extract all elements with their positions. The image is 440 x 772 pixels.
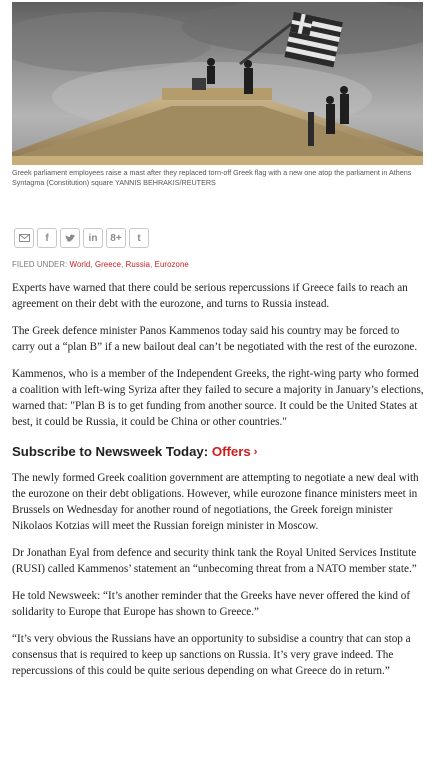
article-paragraph: “It’s very obvious the Russians have an opportunity to subsidise a country that can stop a consensus that is required to keep up sanctions on Russia. It’s very grave indeed. The repercussions of this could be quite serious depending on what Greece do in return.” bbox=[12, 633, 411, 677]
article-paragraph: The newly formed Greek coalition government are attempting to negotiate a new deal with the eurozone on their debt obligations. However, while eurozone finance ministers meet in Brussels on Wednesday for another round of negotiations, the Greek foreign minister Nikolaos Kotzias will meet the Russian foreign minister in Moscow. bbox=[12, 472, 419, 532]
share-facebook-button[interactable] bbox=[37, 228, 57, 248]
article-paragraph: Experts have warned that there could be serious repercussions if Greece fails to reach an agreement on their debt with the eurozone, and turns to Russia instead. bbox=[12, 282, 408, 310]
article-page bbox=[0, 2, 440, 772]
tag-link-russia[interactable]: Russia bbox=[125, 260, 151, 269]
share-bar bbox=[14, 228, 428, 248]
article-paragraph: Kammenos, who is a member of the Independent Greeks, the right-wing party who formed a coalition with left-wing Syriza after they failed to secure a majority in January’s elections, warned that: "Plan B is to get funding from another source. It could be the United States at best, it could be Russia, it could be China or other countries." bbox=[12, 368, 424, 428]
subscribe-promo bbox=[12, 444, 428, 459]
share-twitter-button[interactable] bbox=[60, 228, 80, 248]
google-plus-icon: 8+ bbox=[110, 232, 122, 244]
share-email-button[interactable] bbox=[14, 228, 34, 248]
tag-link-world[interactable]: World bbox=[69, 260, 91, 269]
subscribe-text: Subscribe to Newsweek Today: bbox=[12, 444, 209, 459]
share-tumblr-button[interactable] bbox=[129, 228, 149, 248]
tag-link-eurozone[interactable]: Eurozone bbox=[154, 260, 189, 269]
twitter-icon bbox=[65, 234, 76, 243]
filed-under-label: FILED UNDER: bbox=[12, 260, 68, 269]
share-googleplus-button[interactable] bbox=[106, 228, 126, 248]
chevron-right-icon: › bbox=[253, 446, 258, 458]
article-paragraph: Dr Jonathan Eyal from defence and security think tank the Royal United Services Institute (RUSI) called Kammenos’ statement an “unbecoming threat from a NATO member state.” bbox=[12, 547, 417, 575]
article-photo bbox=[12, 2, 423, 165]
share-linkedin-button[interactable] bbox=[83, 228, 103, 248]
tumblr-icon: t bbox=[137, 232, 141, 244]
offers-link[interactable] bbox=[212, 444, 258, 459]
flag-raising-illustration bbox=[12, 2, 423, 165]
envelope-icon bbox=[19, 234, 30, 242]
article-paragraph: He told Newsweek: “It’s another reminder that the Greeks have never offered the kind of solidarity to Europe that Europe has shown to Greece.” bbox=[12, 590, 411, 618]
filed-under: FILED UNDER: World, Greece, Russia, Eurozone bbox=[12, 260, 189, 269]
photo-caption: Greek parliament employees raise a mast after they replaced torn-off Greek flag with a new one atop the parliament in Athens Syntagma (Constitution) square YANNIS BEHRAKIS/REUTERS bbox=[12, 168, 412, 187]
facebook-icon: f bbox=[45, 232, 49, 244]
linkedin-icon: in bbox=[88, 232, 98, 244]
tag-link-greece[interactable]: Greece bbox=[94, 260, 122, 269]
article-paragraph: The Greek defence minister Panos Kammenos today said his country may be forced to carry out a “plan B” if a new bailout deal can’t be negotiated with the rest of the eurozone. bbox=[12, 325, 418, 353]
offers-label: Offers bbox=[211, 444, 251, 459]
